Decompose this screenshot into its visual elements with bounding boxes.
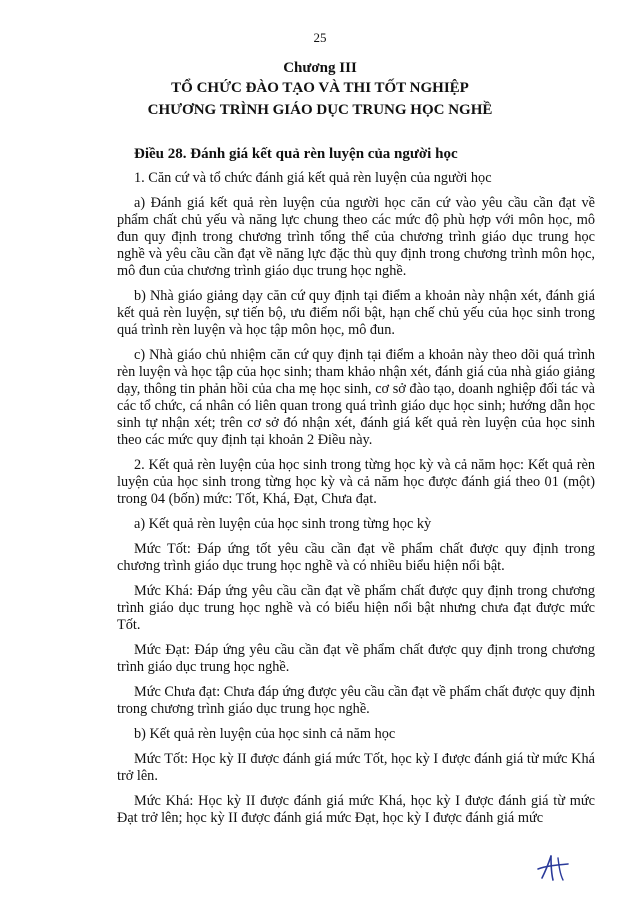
paragraph-level-pass: Mức Đạt: Đáp ứng yêu cầu cần đạt về phẩm chất được quy định trong chương trình giáo dục trung học nghề. xyxy=(117,642,595,675)
paragraph-level-good: Mức Tốt: Đáp ứng tốt yêu cầu cần đạt về phẩm chất được quy định trong chương trình giáo dục trung học nghề và có nhiều biểu hiện nổi bật. xyxy=(117,541,595,574)
paragraph-2: 2. Kết quả rèn luyện của học sinh trong từng học kỳ và cả năm học: Kết quả rèn luyện của học sinh trong từng học kỳ và cả năm học được đánh giá theo 01 (một) trong 04 (bốn) mức: Tốt, Khá, Đạt, Chưa đạt. xyxy=(117,457,595,507)
page-number: 25 xyxy=(313,30,327,45)
chapter-number: Chương III xyxy=(283,60,357,76)
signature-initials xyxy=(536,852,572,884)
paragraph-year-fair: Mức Khá: Học kỳ II được đánh giá mức Khá, học kỳ I được đánh giá từ mức Đạt trở lên; học kỳ II được đánh giá mức Đạt, học kỳ I được đánh giá mức xyxy=(117,793,595,826)
paragraph-1: 1. Căn cứ và tổ chức đánh giá kết quả rèn luyện của người học xyxy=(134,170,492,186)
paragraph-level-fair: Mức Khá: Đáp ứng yêu cầu cần đạt về phẩm chất được quy định trong chương trình giáo dục trung học nghề và có biểu hiện nổi bật nhưng chưa đạt được mức Tốt. xyxy=(117,583,595,633)
paragraph-year-good: Mức Tốt: Học kỳ II được đánh giá mức Tốt, học kỳ I được đánh giá từ mức Khá trở lên. xyxy=(117,751,595,784)
article-body xyxy=(117,146,595,835)
chapter-title-line2: CHƯƠNG TRÌNH GIÁO DỤC TRUNG HỌC NGHỀ xyxy=(147,102,493,118)
paragraph-1c: c) Nhà giáo chủ nhiệm căn cứ quy định tại điểm a khoản này theo dõi quá trình rèn luyện và học tập của học sinh; tham khảo nhận xét, đánh giá của nhà giáo giảng dạy, thông tin phản hồi của cha mẹ học sinh, cơ sở đào tạo, doanh nghiệp đối tác và các tổ chức, cá nhân có liên quan trong quá trình giáo dục học sinh; hướng dẫn học sinh tự nhận xét; trên cơ sở đó nhận xét, đánh giá kết quả rèn luyện của học sinh theo các mức quy định tại khoản 2 Điều này. xyxy=(117,347,595,448)
chapter-title-line1: TỔ CHỨC ĐÀO TẠO VÀ THI TỐT NGHIỆP xyxy=(171,80,469,96)
paragraph-2a: a) Kết quả rèn luyện của học sinh trong từng học kỳ xyxy=(134,516,432,532)
paragraph-level-fail: Mức Chưa đạt: Chưa đáp ứng được yêu cầu cần đạt về phẩm chất được quy định trong chương trình giáo dục trung học nghề. xyxy=(117,684,596,717)
paragraph-2b: b) Kết quả rèn luyện của học sinh cả năm học xyxy=(134,726,396,742)
article-heading: Điều 28. Đánh giá kết quả rèn luyện của người học xyxy=(134,146,458,162)
paragraph-1a: a) Đánh giá kết quả rèn luyện của người học căn cứ vào yêu cầu cần đạt về phẩm chất chủ yếu và năng lực chung theo các mức độ phù hợp với môn học, mô đun quy định trong chương trình tổng thể của chương trình giáo dục trung học nghề và yêu cầu cần đạt về năng lực đặc thù quy định trong chương trình môn học, mô đun của chương trình giáo dục trung học nghề. xyxy=(117,195,595,279)
paragraph-1b: b) Nhà giáo giảng dạy căn cứ quy định tại điểm a khoản này nhận xét, đánh giá kết quả rèn luyện, sự tiến bộ, ưu điểm nổi bật, hạn chế chủ yếu của học sinh trong quá trình rèn luyện và học tập môn học, mô đun. xyxy=(117,288,595,338)
